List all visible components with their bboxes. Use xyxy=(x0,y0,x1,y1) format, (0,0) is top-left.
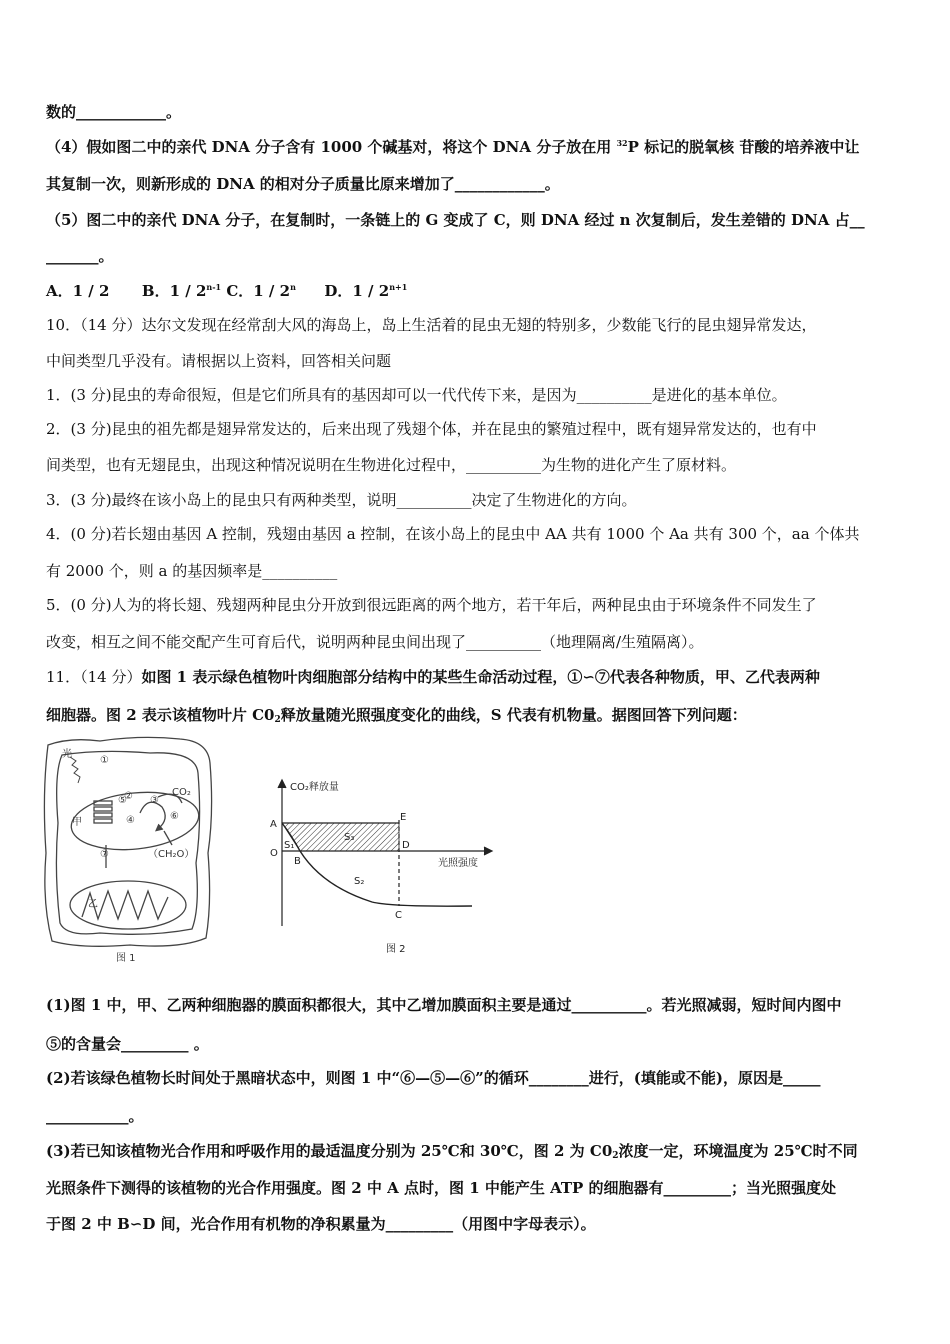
q10-part2-line2: 间类型，也有无翅昆虫，出现这种情况说明在生物进化过程中，__________为生物的进化产生了原材料。 xyxy=(46,456,737,474)
q11-part1-line2: ⑤的含量会_________ 。 xyxy=(46,1035,209,1053)
point-o-label: O xyxy=(270,848,278,859)
q11-part2-line1: (2)若该绿色植物长时间处于黑暗状态中，则图 1 中“⑥—⑤—⑥”的循环________进行，(填能或不能)，原因是_____ xyxy=(46,1069,821,1087)
label-n5: ⑤ xyxy=(118,795,127,806)
label-n1: ① xyxy=(100,755,109,766)
q10-intro-line1: 10．（14 分）达尔文发现在经常刮大风的海岛上，岛上生活着的昆虫无翅的特别多，少数能飞行的昆虫翅异常发达， xyxy=(46,316,817,334)
q9-options xyxy=(46,280,908,302)
label-n2: ② xyxy=(124,791,133,802)
y-axis-label: CO₂释放量 xyxy=(290,782,339,793)
light-zigzag xyxy=(70,757,80,783)
point-a-label: A xyxy=(270,819,277,830)
figure-2-co2-curve xyxy=(262,776,502,962)
q9-part4-line2: 其复制一次，则新形成的 DNA 的相对分子质量比原来增加了____________。 xyxy=(46,175,560,193)
q9-tail: 数的____________。 xyxy=(46,103,182,121)
label-n3: ③ xyxy=(150,795,159,806)
q11-intro-line1: 11．（14 分）如图 1 表示绿色植物叶肉细胞部分结构中的某些生命活动过程，①∽⑦代表各种物质，甲、乙代表两种 xyxy=(46,668,820,686)
option-b: B．1 / 2$^{n-1}$ xyxy=(141,282,222,300)
figure-1-caption: 图 1 xyxy=(116,953,136,964)
q10-part4-line1: 4．(0 分)若长翅由基因 A 控制，残翅由基因 a 控制，在该小岛上的昆虫中 AA 共有 1000 个 Aa 共有 300 个，aa 个体共 xyxy=(46,525,860,543)
option-c: C．1 / 2$^n$ xyxy=(226,282,296,300)
figure-1-cell-diagram xyxy=(40,733,215,965)
q10-part5-line1: 5．(0 分)人为的将长翅、残翅两种昆虫分开放到很远距离的两个地方，若干年后，两种昆虫由于环境条件不同发生了 xyxy=(46,596,817,614)
q11-part3-line1: (3)若已知该植物光合作用和呼吸作用的最适温度分别为 25℃和 30℃，图 2 为 $C0_2$浓度一定，环境温度为 25℃时不同 xyxy=(46,1142,858,1161)
thylakoid-3 xyxy=(94,813,112,817)
region-s3-label: S₃ xyxy=(344,832,355,843)
option-d: D．$1 / 2^{n+1}$ xyxy=(324,282,408,300)
point-b-label: B xyxy=(294,856,301,867)
label-n6: ⑥ xyxy=(170,811,179,822)
y-axis-arrow xyxy=(278,780,286,788)
x-axis-arrow xyxy=(484,847,492,855)
label-n7: ⑦ xyxy=(100,849,109,860)
cell-inner-membrane xyxy=(56,751,199,934)
q11-part3-line3: 于图 2 中 B∽D 间，光合作用有机物的净积累量为_________（用图中字母表示）。 xyxy=(46,1215,596,1233)
thylakoid-4 xyxy=(94,819,112,823)
label-co2: CO₂ xyxy=(172,787,191,798)
q11-part3-line2: 光照条件下测得的该植物的光合作用强度。图 2 中 A 点时，图 1 中能产生 ATP 的细胞器有_________；当光照强度处 xyxy=(46,1179,837,1197)
q10-intro-line2: 中间类型几乎没有。请根据以上资料，回答相关问题 xyxy=(46,352,392,370)
q11-part2-line2: ___________。 xyxy=(46,1107,144,1125)
point-d-label: D xyxy=(402,840,410,851)
q10-part1: 1．(3 分)昆虫的寿命很短，但是它们所具有的基因却可以一代代传下来，是因为__________是进化的基本单位。 xyxy=(46,386,787,404)
point-c-label: C xyxy=(395,910,402,921)
q10-part5-line2: 改变，相互之间不能交配产生可育后代，说明两种昆虫间出现了__________（地理隔离/生殖隔离）。 xyxy=(46,633,704,651)
figure-2-caption: 图 2 xyxy=(386,944,406,955)
label-jia: 甲 xyxy=(72,817,82,828)
region-s1-label: S₁ xyxy=(284,840,295,851)
q9-part5-line1: （5）图二中的亲代 DNA 分子，在复制时，一条链上的 G 变成了 C，则 DNA 经过 n 次复制后，发生差错的 DNA 占__ xyxy=(46,211,865,229)
q10-part3: 3．(3 分)最终在该小岛上的昆虫只有两种类型，说明__________决定了生物进化的方向。 xyxy=(46,491,637,509)
point-e-label: E xyxy=(400,812,407,823)
cell-outer-wall xyxy=(44,737,211,946)
label-light: 光 xyxy=(62,749,72,760)
thylakoid-1 xyxy=(94,801,112,805)
q9-part4-line1: （4）假如图二中的亲代 DNA 分子含有 1000 个碱基对，将这个 DNA 分子放在用 $^{32}$P 标记的脱氧核 苷酸的培养液中让 xyxy=(46,138,860,156)
q11-intro-line2: 细胞器。图 2 表示该植物叶片 $C0_2$释放量随光照强度变化的曲线，S 代表有机物量。据图回答下列问题： xyxy=(46,706,747,725)
option-a: A．1 / 2 xyxy=(46,282,110,300)
label-ch2o: （CH₂O） xyxy=(148,849,195,860)
q11-part1-line1: (1)图 1 中，甲、乙两种细胞器的膜面积都很大，其中乙增加膜面积主要是通过__________。若光照减弱，短时间内图中 xyxy=(46,996,842,1014)
q9-part5-line2: _______。 xyxy=(46,247,114,265)
thylakoid-2 xyxy=(94,807,112,811)
x-axis-label: 光照强度 xyxy=(438,858,478,869)
region-s3-hatched xyxy=(282,823,399,851)
cycle-arc xyxy=(140,802,165,829)
region-s2-label: S₂ xyxy=(354,876,365,887)
q10-part2-line1: 2．(3 分)昆虫的祖先都是翅异常发达的，后来出现了残翅个体，并在昆虫的繁殖过程中，既有翅异常发达的，也有中 xyxy=(46,420,817,438)
label-yi: 乙 xyxy=(88,899,98,910)
q10-part4-line2: 有 2000 个，则 a 的基因频率是__________ xyxy=(46,562,338,580)
label-n4: ④ xyxy=(126,815,135,826)
